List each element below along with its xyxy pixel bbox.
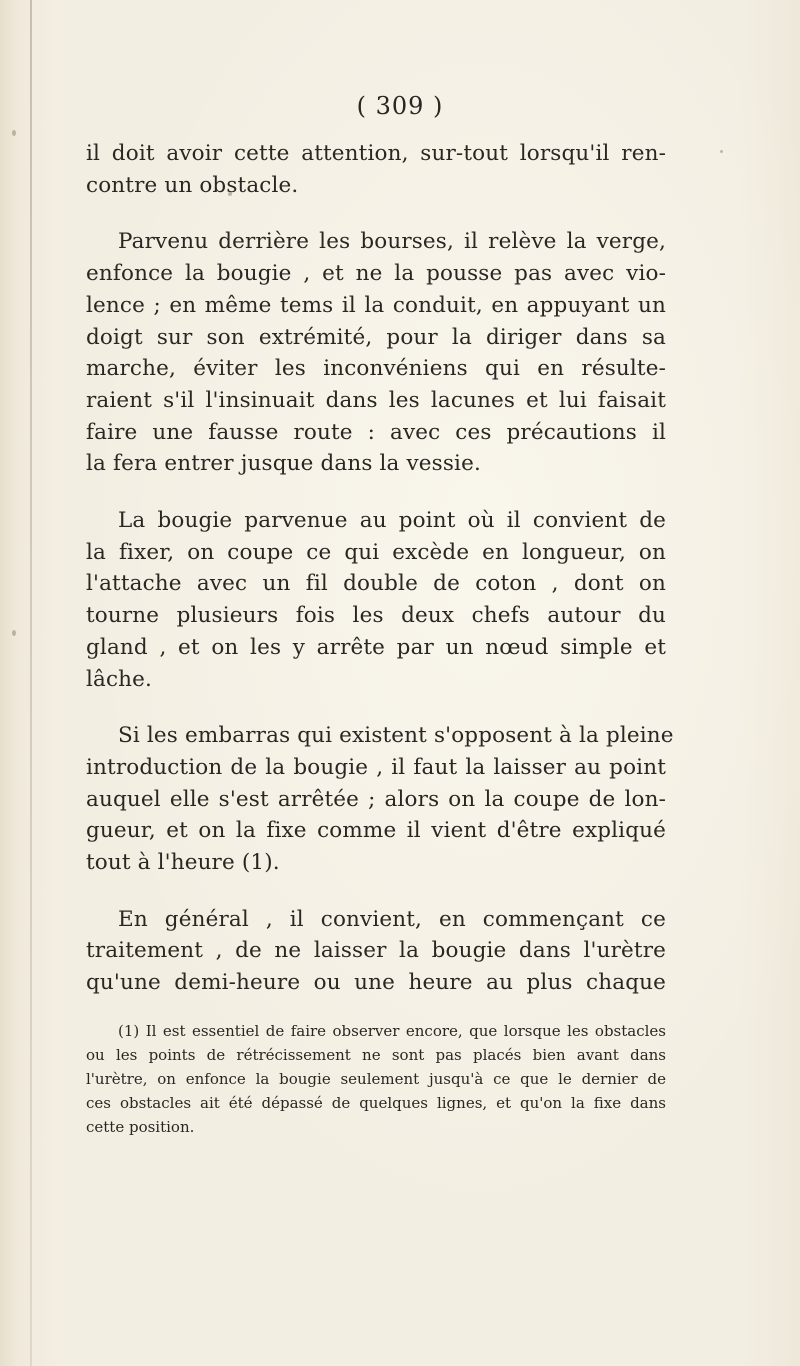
paragraph-5 bbox=[86, 904, 666, 999]
paragraph-4 bbox=[86, 720, 674, 879]
text-line: raient s'il l'insinuait dans les lacunes et lui faisait bbox=[86, 387, 666, 413]
paragraph-2 bbox=[86, 226, 666, 480]
text-line: La bougie parvenue au point où il convient de bbox=[118, 508, 666, 534]
paper-speck bbox=[12, 130, 16, 136]
footnote-line: cette position. bbox=[86, 1118, 195, 1136]
text-line: tout à l'heure (1). bbox=[86, 850, 280, 876]
text-line: il doit avoir cette attention, sur-tout lorsqu'il ren- bbox=[86, 141, 666, 166]
footnote-line: ces obstacles ait été dépassé de quelques lignes, et qu'on la fixe dans bbox=[86, 1094, 666, 1112]
text-line: traitement , de ne laisser la bougie dans l'urètre bbox=[86, 938, 666, 964]
text-line: marche, éviter les inconvéniens qui en résulte- bbox=[86, 356, 666, 382]
text-line: gueur, et on la fixe comme il vient d'être expliqué bbox=[86, 818, 666, 844]
footnote-line: l'urètre, on enfonce la bougie seulement jusqu'à ce que le dernier de bbox=[86, 1070, 666, 1088]
paragraph-3 bbox=[86, 505, 666, 695]
footnote bbox=[86, 1019, 666, 1139]
text-line: enfonce la bougie , et ne la pousse pas avec vio- bbox=[86, 261, 666, 287]
text-line: la fera entrer jusque dans la vessie. bbox=[86, 451, 481, 477]
footnote-line: ou les points de rétrécissement ne sont pas placés bien avant dans bbox=[86, 1046, 666, 1064]
text-line: lence ; en même tems il la conduit, en appuyant un bbox=[86, 292, 666, 318]
text-line: qu'une demi-heure ou une heure au plus chaque bbox=[86, 970, 666, 996]
text-line: l'attache avec un fil double de coton , dont on bbox=[86, 571, 666, 597]
footnote-line: (1) Il est essentiel de faire observer encore, que lorsque les obstacles bbox=[118, 1022, 666, 1040]
main-text bbox=[86, 138, 674, 999]
text-line: contre un obstacle. bbox=[86, 172, 299, 198]
text-line: gland , et on les y arrête par un nœud simple et bbox=[86, 634, 666, 660]
paragraph-1 bbox=[86, 138, 666, 201]
page-gutter bbox=[30, 0, 32, 1366]
text-line: auquel elle s'est arrêtée ; alors on la coupe de lon- bbox=[86, 786, 666, 812]
text-line: la fixer, on coupe ce qui excède en longueur, on bbox=[86, 539, 666, 565]
text-line: faire une fausse route : avec ces précautions il bbox=[86, 419, 666, 445]
text-line: tourne plusieurs fois les deux chefs autour du bbox=[86, 603, 666, 629]
text-line: Si les embarras qui existent s'opposent à la pleine bbox=[118, 723, 674, 749]
paper-speck bbox=[720, 150, 723, 153]
paper-speck bbox=[228, 192, 232, 196]
text-line: introduction de la bougie , il faut la laisser au point bbox=[86, 754, 666, 780]
page-number: ( 309 ) bbox=[356, 92, 444, 120]
paper-speck bbox=[12, 630, 16, 636]
text-line: En général , il convient, en commençant ce bbox=[118, 906, 666, 932]
text-line: lâche. bbox=[86, 666, 153, 692]
text-line: doigt sur son extrémité, pour la diriger dans sa bbox=[86, 324, 666, 350]
text-line: Parvenu derrière les bourses, il relève la verge, bbox=[118, 229, 666, 255]
